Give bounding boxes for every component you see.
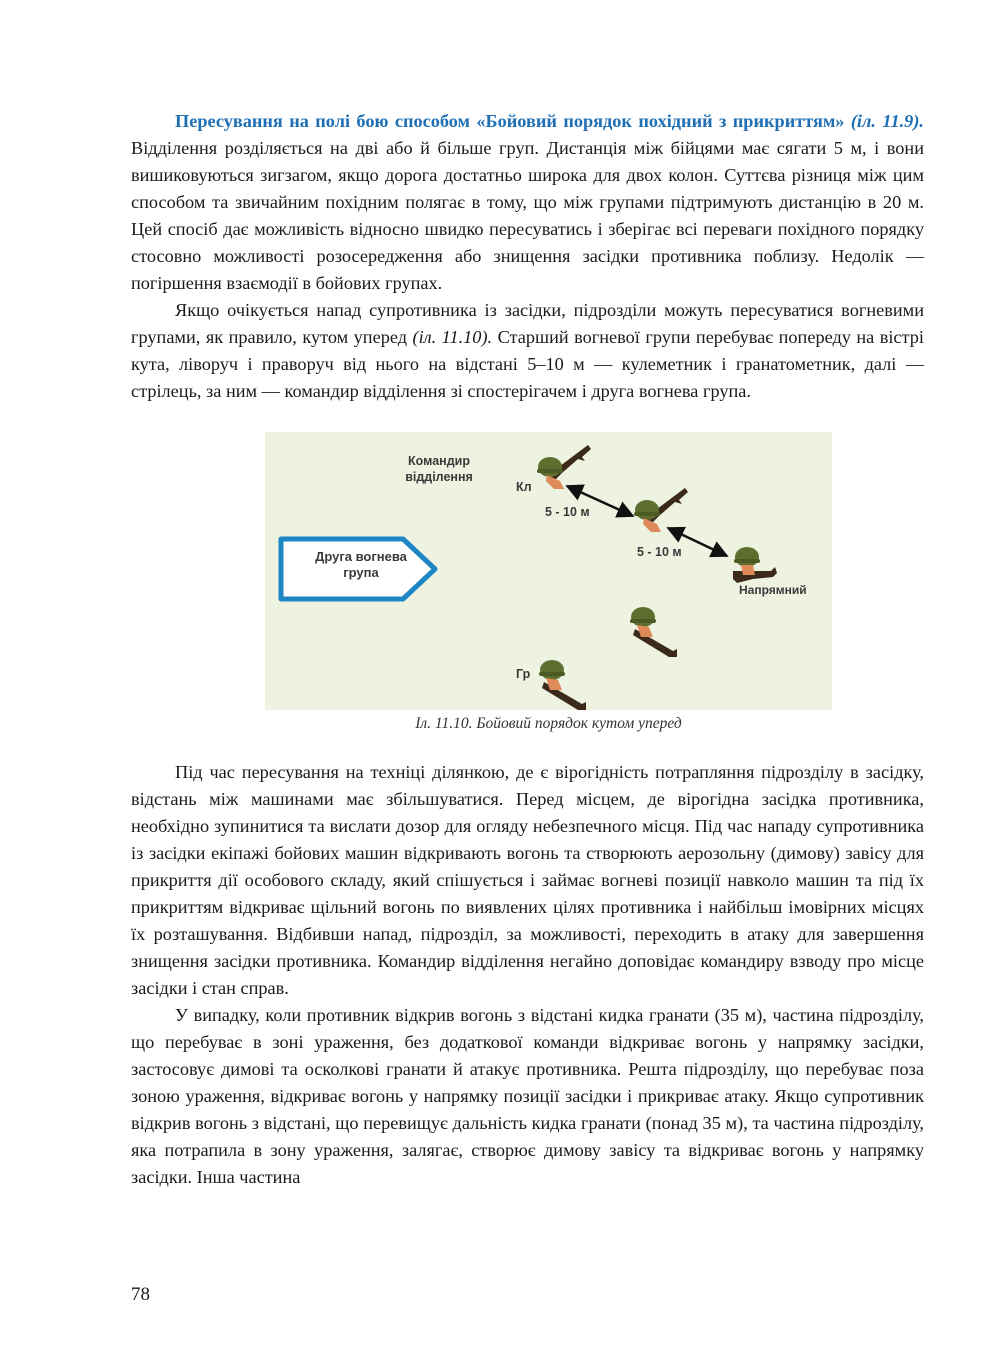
paragraph-2 (131, 297, 924, 405)
paragraph-1-text: Відділення розділяється на дві або й більше груп. Дистанція між бійцями має сягати 5 м, і вони вишиковуються зигзагом, якщо дорога достатньо широка для двох колон. Суттєва різниця між цим способом та звичайним похідним полягає в тому, що між групами підтримують дистанцію в 20 м. Цей спосіб дає можливість відносно швидко пересуватись і зберігає всі переваги похідного порядку стосовно можливості розосередження або знищення засідки противника поблизу. Недолік — погіршення взаємодії в бойових групах. (131, 138, 924, 293)
label-distance-2: 5 - 10 м (637, 545, 682, 559)
paragraph-4: У випадку, коли противник відкрив вогонь з відстані кидка гранати (35 м), частина підрозділу, що перебуває в зоні ураження, без додаткової команди відкриває вогонь у напрямку засідки, застосовує димові та осколкові гранати й атакує противника. Решта підрозділу, що перебуває поза зоною ураження, відкриває вогонь у напрямку позиції засідки і прикриває атаку. Якщо супротивник відкрив вогонь з відстані, що перевищує дальність кидка гранати (понад 35 м), та частина підрозділу, яка потрапила в зону ураження, залягає, створює димову завісу та відкриває вогонь у напрямку засідки. Інша частина (131, 1005, 924, 1187)
text-block-top (131, 108, 924, 405)
label-distance-1: 5 - 10 м (545, 505, 590, 519)
label-commander: Командир відділення (405, 454, 473, 484)
label-second-group: Друга вогнева група (315, 549, 407, 580)
paragraph-1 (131, 108, 924, 297)
page-number: 78 (131, 1284, 150, 1305)
figure-reference: (іл. 11.10). (412, 327, 493, 347)
figure-caption: Іл. 11.10. Бойовий порядок кутом уперед (415, 715, 682, 732)
paragraph-3: Під час пересування на техніці ділянкою, де є вірогідність потрапляння підрозділу в засідку, відстань між машинами має збільшуватися. Перед місцем, де вірогідна засідка противника, необхідно зупинитися та вислати дозор для огляду небезпечного місця. Під час нападу супротивника із засідки екіпажі бойових машин відкривають вогонь та створюють аерозольну (димову) завісу для прикриття дії особового складу, який спішується і займає вогневі позиції навколо машин та під їх прикриттям відкриває щільний вогонь по виявлених цілях противника і найбільш імовірних місцях їх розташування. Відбивши напад, підрозділ, за можливості, переходить в атаку для завершення знищення засідки противника. Командир відділення негайно доповідає командиру взводу про місце засідки і стан справ. (131, 762, 924, 998)
paragraph-2-text-start: Якщо очікується напад супротивника із засідки, підрозділи можуть пересуватися вогневими групами, як правило, кутом уперед (131, 300, 924, 347)
soldier-direction-icon (733, 547, 777, 583)
soldier-kl-icon (537, 445, 591, 489)
soldier-gr-icon (539, 660, 586, 710)
label-gr: Гр (516, 667, 531, 681)
paragraph-2-text-end: Старший вогневої групи перебуває попереду на вістрі кута, ліворуч і праворуч від нього на відстані 5–10 м — кулеметник і гранатометник, далі — стрілець, за ним — командир відділення зі спостерігачем і друга вогнева група. (131, 327, 924, 401)
soldier-leader-icon (634, 488, 688, 532)
soldier-rifleman-icon (630, 607, 677, 657)
section-heading: Пересування на полі бою способом «Бойовий порядок похідний з прикриттям» (175, 111, 845, 131)
label-direction: Напрямний (739, 583, 807, 597)
label-kl: Кл (516, 480, 532, 494)
text-block-bottom (131, 759, 924, 1191)
formation-diagram (265, 432, 832, 710)
figure-reference: (іл. 11.9). (850, 111, 924, 131)
